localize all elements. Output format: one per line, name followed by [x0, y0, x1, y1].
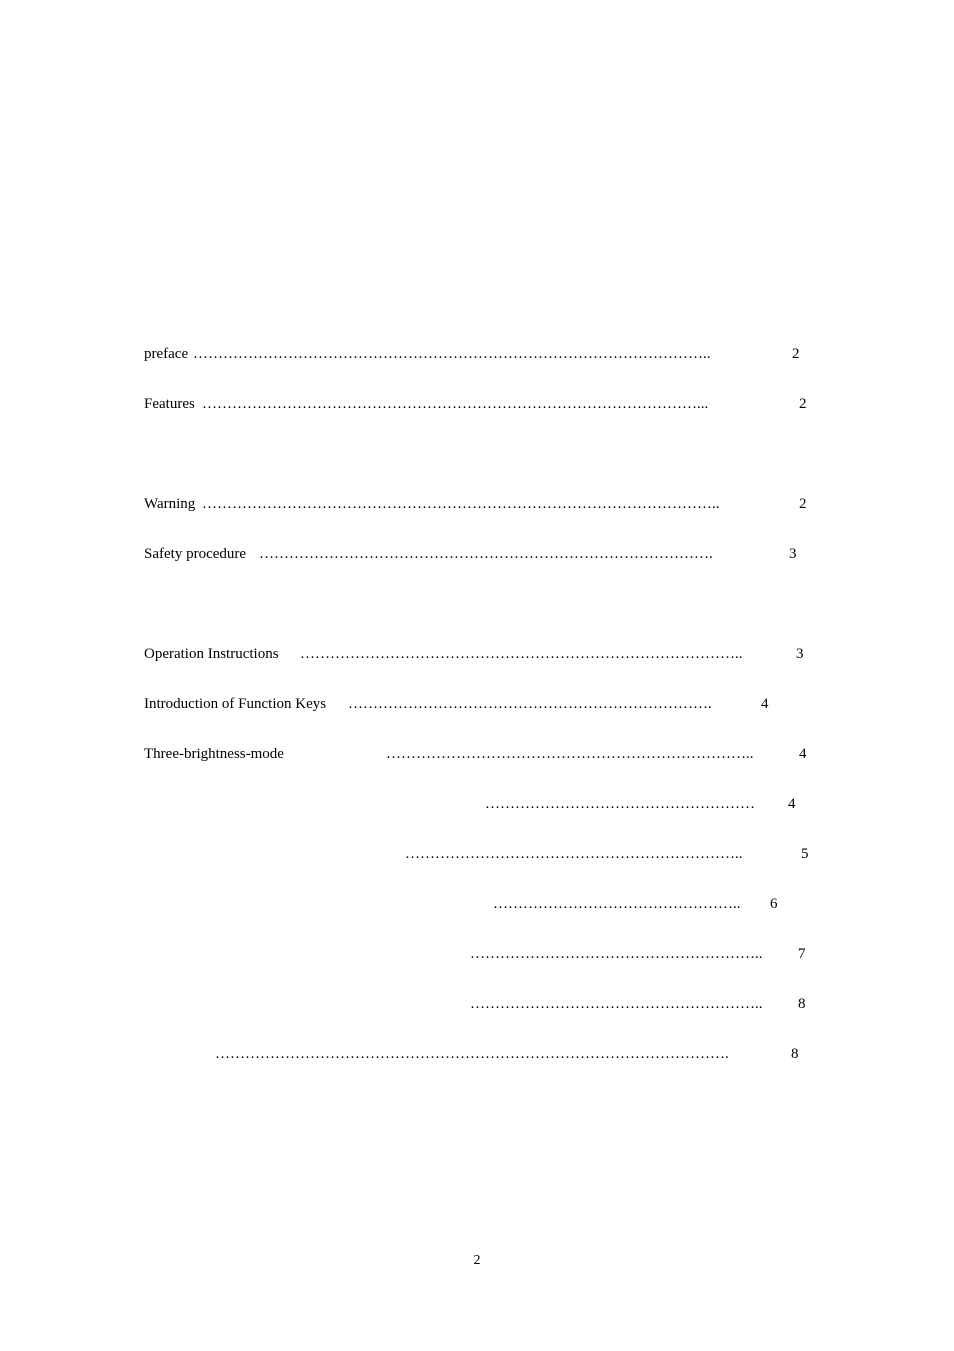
toc-entry-leader: ………………………………………………………………………………. — [259, 546, 713, 562]
toc-entry-title: Features — [144, 396, 195, 412]
toc-entry-leader: ………………………………………………………….. — [405, 846, 743, 862]
toc-entry-title: Warning — [144, 496, 196, 512]
toc-entry-leader: ……………………………………………………………….. — [386, 746, 754, 762]
toc-entry-title: preface — [144, 346, 189, 362]
toc-entry-page: 4 — [761, 696, 769, 712]
toc-entry-leader: ………………………………………………………………. — [348, 696, 712, 712]
toc-entry-leader: ………………………………………………………………………………………….. — [202, 496, 720, 512]
toc-entry-title: Introduction of Function Keys — [144, 696, 327, 712]
toc-entry-page: 3 — [789, 546, 797, 562]
toc-entry-page: 2 — [799, 496, 807, 512]
toc-entry-leader: ………………………………………….. — [493, 896, 741, 912]
toc-entry-page: 8 — [791, 1046, 799, 1062]
toc-entry-leader: ………………………………………………………………………………………... — [202, 396, 709, 412]
toc-entry-page: 8 — [798, 996, 806, 1012]
toc-entry-page: 7 — [798, 946, 806, 962]
toc-entry-leader: ………………………………………………………………………………………….. — [193, 346, 711, 362]
toc-entry-title: Operation Instructions — [144, 646, 279, 662]
toc-entry-page: 2 — [792, 346, 800, 362]
toc-entry-title: Safety procedure — [144, 546, 247, 562]
toc-entry-leader: …………………………………………………………………………………………. — [215, 1046, 729, 1062]
toc-entry-page: 4 — [788, 796, 796, 812]
toc-entry-page: 4 — [799, 746, 807, 762]
toc-entry-leader: ………………………………………………….. — [470, 946, 763, 962]
toc-entry-leader: ……………………………………………… — [485, 796, 755, 812]
toc-entry-page: 2 — [799, 396, 807, 412]
toc-entry-title: Three-brightness-mode — [144, 746, 284, 762]
toc-entry-leader: ………………………………………………….. — [470, 996, 763, 1012]
toc-entry-leader: …………………………………………………………………………….. — [300, 646, 743, 662]
toc-entry-page: 3 — [796, 646, 804, 662]
page-number: 2 — [473, 1253, 481, 1268]
toc-entry-page: 6 — [770, 896, 778, 912]
toc-entry-page: 5 — [801, 846, 809, 862]
